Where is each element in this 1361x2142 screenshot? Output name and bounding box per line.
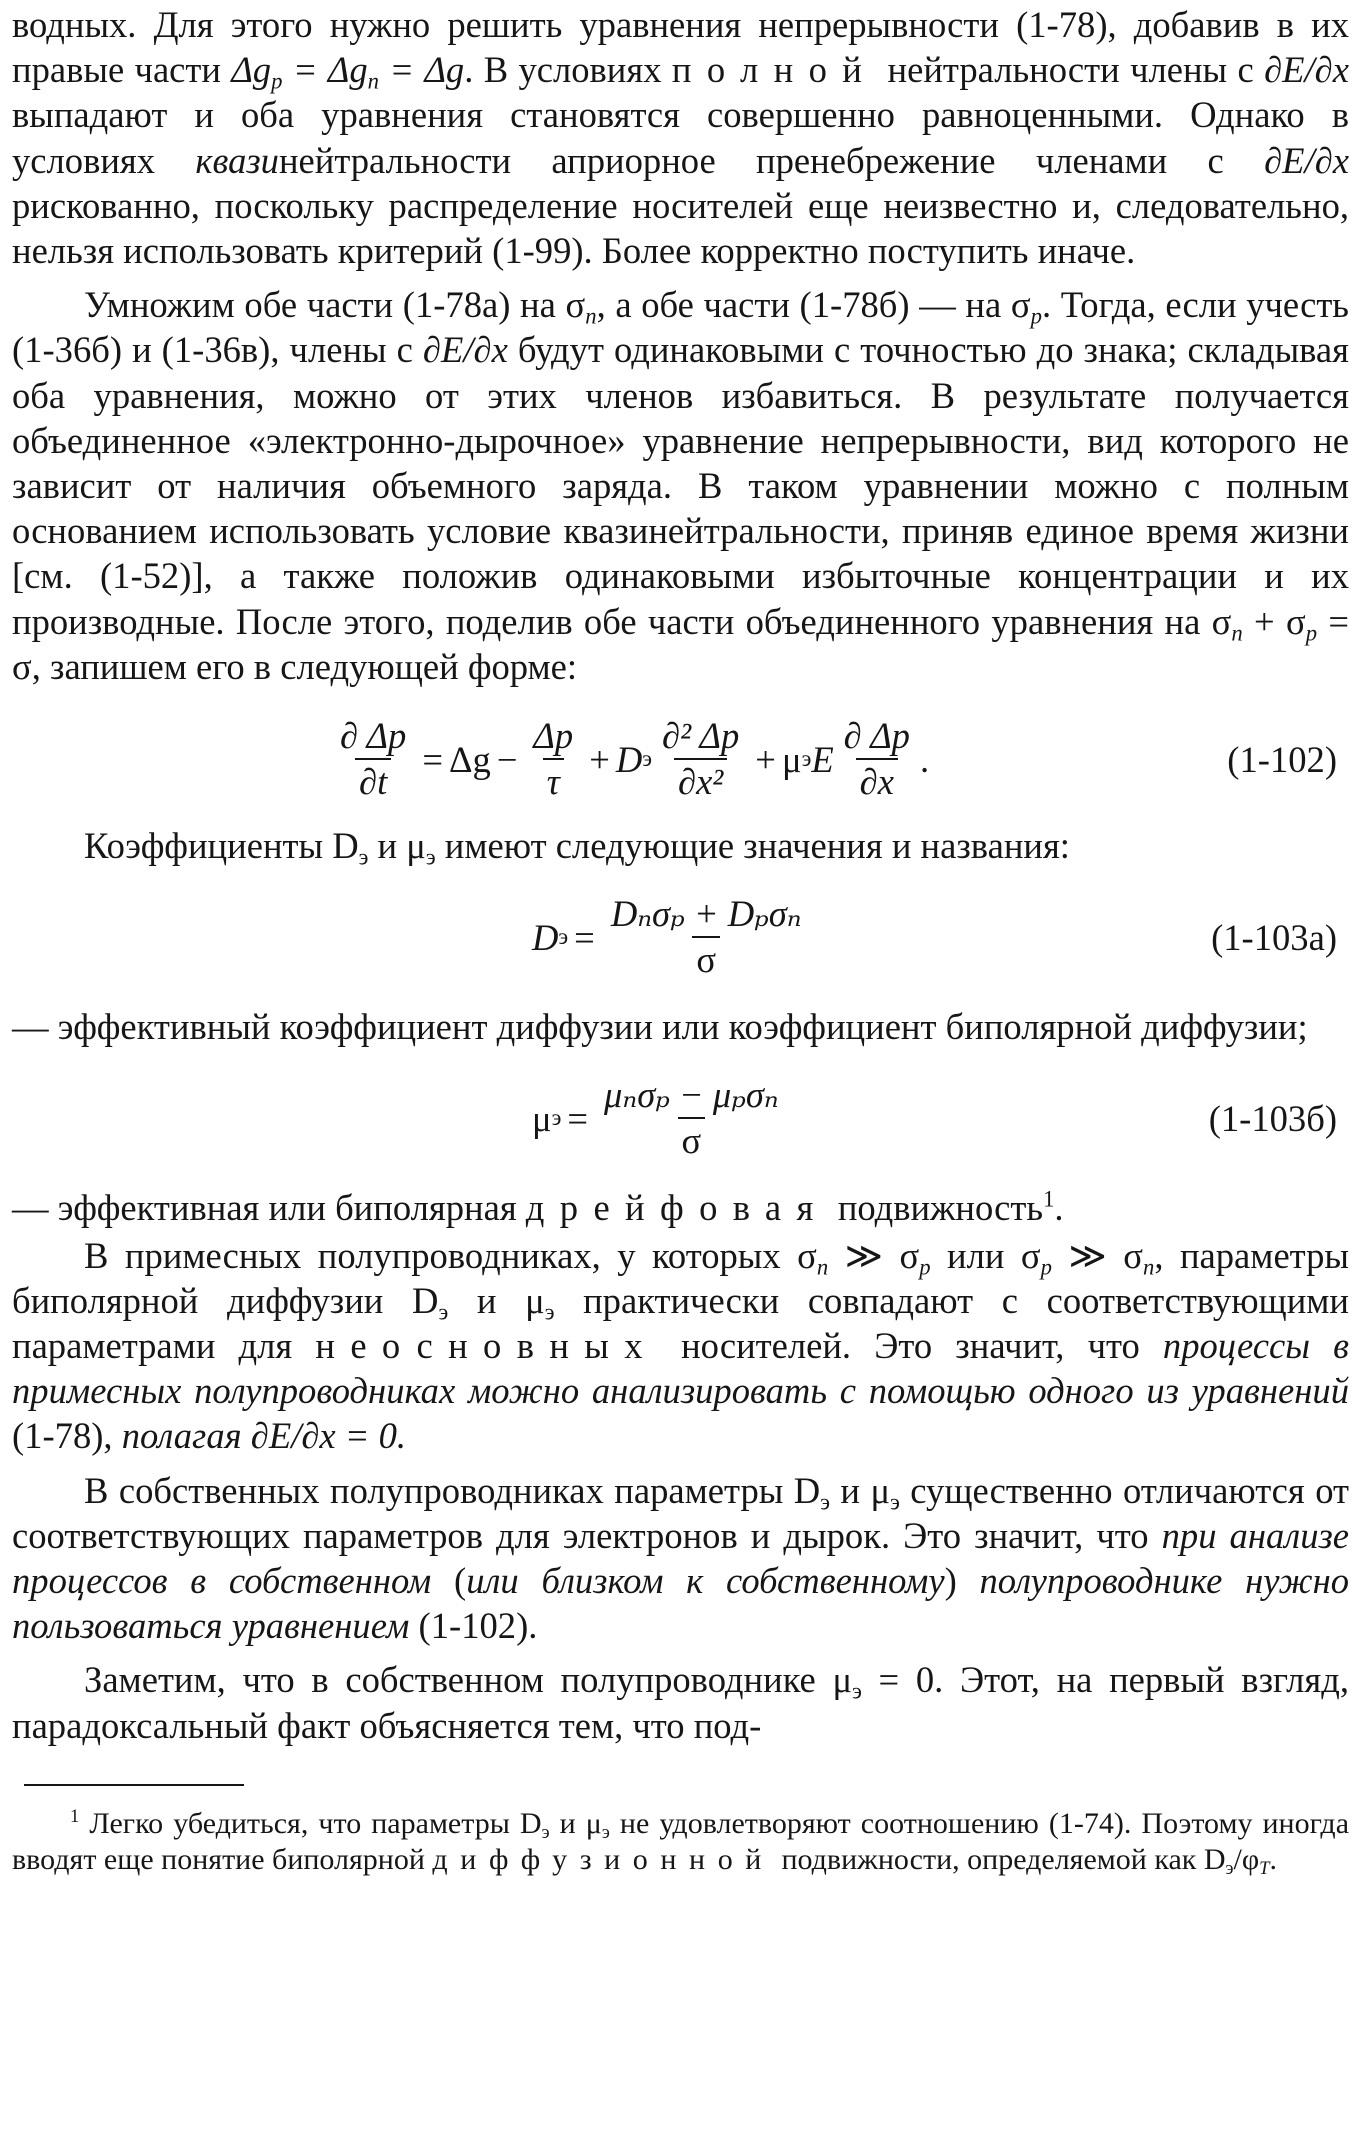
footnote: $^1$ Легко убедиться, что параметры $D_э$ и $\mu_э$ не удовлетворяют соотношению (1-74). Поэтому иногда вводят еще понятие биполярной диффузионной подвижности, определяемой как $D_э/\varphi_T$. (12, 1805, 1350, 1880)
footnote-mark: 1 (70, 1805, 80, 1827)
math-dg-equality: $\Delta g_p = \Delta g_n = \Delta g$ (231, 49, 465, 94)
equation-1-102: $\frac{\partial \Delta p}{\partial t}$ = Δg − $\frac{\Delta p}{\tau}$ + D э $\frac{\text{∂² Δp}}{\text{∂x²}}$ + μ э E $\frac{\partial \Delta p}{\partial x}$ . (1-102) (12, 699, 1349, 819)
paragraph-doped-semiconductors: В примесных полупроводниках, у которых $\sigma_n$ ≫ $\sigma_p$ или $\sigma_p$ ≫ $\sigma_n$, параметры биполярной диффузии $D_э$ и $\mu_э$ практически совпадают с соответствующими параметрами для неосновных носителей. Это значит, что процессы в примесных полупроводниках можно анализировать с помощью одного из уравнений (1-78), полагая ∂E/∂x = 0. (12, 1234, 1350, 1457)
equation-number: (1-103б) (1208, 1097, 1337, 1139)
equation-number: (1-103а) (1211, 916, 1337, 958)
paragraph-intrinsic-semiconductors: В собственных полупроводниках параметры $D_э$ и $\mu_э$ существенно отличаются от соответствующих параметров для электронов и дырок. Это значит, что при анализе процессов в собственном (или близком к собственному) полупроводнике нужно пользоваться уравнением (1-102). (12, 1469, 1350, 1647)
paragraph-continuity: водных. Для этого нужно решить уравнения непрерывности (1-78), добавив в их правые части $\Delta g_p = \Delta g_n = \Delta g$. В условиях полной нейтральности члены с ∂E/∂x выпадают и оба уравнения становятся совершенно равноценными. Однако в условиях квазинейтральности априорное пренебрежение членами с ∂E/∂x рискованно, поскольку распределение носителей еще неизвестно и, следовательно, нельзя использовать критерий (1-99). Более корректно поступить иначе. (12, 4, 1349, 272)
equation-1-103b: μ э = $\frac{\text{μₙσₚ − μₚσₙ}}{\sigma}$ (1-103б) (12, 1059, 1349, 1177)
paragraph-intrinsic-mobility: Заметим, что в собственном полупроводнике $\mu_э = 0$. Этот, на первый взгляд, парадоксальный факт объясняется тем, что под- (12, 1659, 1350, 1746)
footnote-ref: 1 (1043, 1186, 1055, 1212)
paragraph-combined-equation: Умножим обе части (1-78а) на $\sigma_n$, а обе части (1-78б) — на $\sigma_p$. Тогда, если учесть (1-36б) и (1-36в), члены с ∂E/∂x будут одинаковыми с точностью до знака; складывая оба уравнения, можно от этих членов избавиться. В результате получается объединенное «электронно-дырочное» уравнение непрерывности, вид которого не зависит от наличия объемного заряда. В таком уравнении можно с полным основанием использовать условие квазинейтральности, приняв единое время жизни [см. (1-52)], а также положив одинаковыми избыточные концентрации и их производные. После этого, поделив обе части объединенного уравнения на $\sigma_n + \sigma_p = \sigma$, запишем его в следующей форме: (12, 284, 1349, 687)
equation-number: (1-102) (1227, 738, 1337, 780)
footnote-separator (24, 1784, 244, 1786)
paragraph-diffusion-definition: — эффективный коэффициент диффузии или коэффициент биполярной диффузии; (12, 1006, 1308, 1048)
paragraph-mobility-definition: — эффективная или биполярная дрейфовая подвижность$^1$. (12, 1186, 1064, 1229)
equation-1-103a: D э = $\frac{\text{Dₙσₚ + Dₚσₙ}}{\sigma}$ (1-103а) (12, 878, 1349, 996)
paragraph-coefficients: Коэффициенты $D_э$ и $\mu_э$ имеют следующие значения и названия: (84, 825, 1070, 870)
